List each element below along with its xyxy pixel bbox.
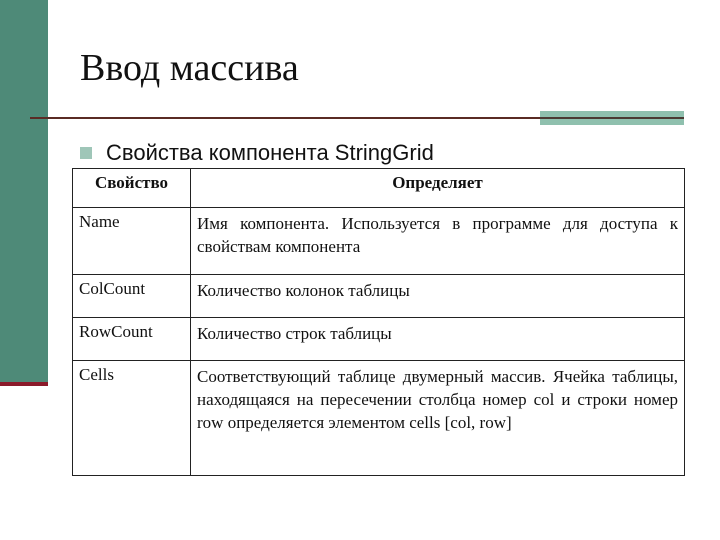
property-cell: ColCount: [73, 275, 191, 318]
table-header-row: [73, 169, 685, 208]
defines-cell: Соответствующий таблице двумерный массив. Ячейка таблицы, находящаяся на пересечении столбца номер col и строки номер row определяется элементом cells [col, row]: [191, 361, 685, 476]
defines-cell: Количество колонок таблицы: [191, 275, 685, 318]
square-bullet-icon: [80, 147, 92, 159]
left-bar-accent: [0, 382, 48, 386]
divider-accent-line: [540, 117, 684, 119]
slide-title: Ввод массива: [80, 47, 299, 89]
left-decorative-bar: [0, 0, 48, 382]
defines-cell: Количество строк таблицы: [191, 318, 685, 361]
table-row: [73, 275, 685, 318]
bullet-text: Свойства компонента StringGrid: [106, 140, 434, 165]
table-row: [73, 361, 685, 476]
header-defines: Определяет: [191, 169, 685, 208]
table-row: [73, 208, 685, 275]
bullet-item: [80, 140, 434, 166]
table-row: [73, 318, 685, 361]
property-cell: Name: [73, 208, 191, 275]
property-cell: Cells: [73, 361, 191, 476]
property-cell: RowCount: [73, 318, 191, 361]
defines-cell: Имя компонента. Используется в программе для доступа к свойствам компонента: [191, 208, 685, 275]
properties-table: [72, 168, 685, 476]
header-property: Свойство: [73, 169, 191, 208]
